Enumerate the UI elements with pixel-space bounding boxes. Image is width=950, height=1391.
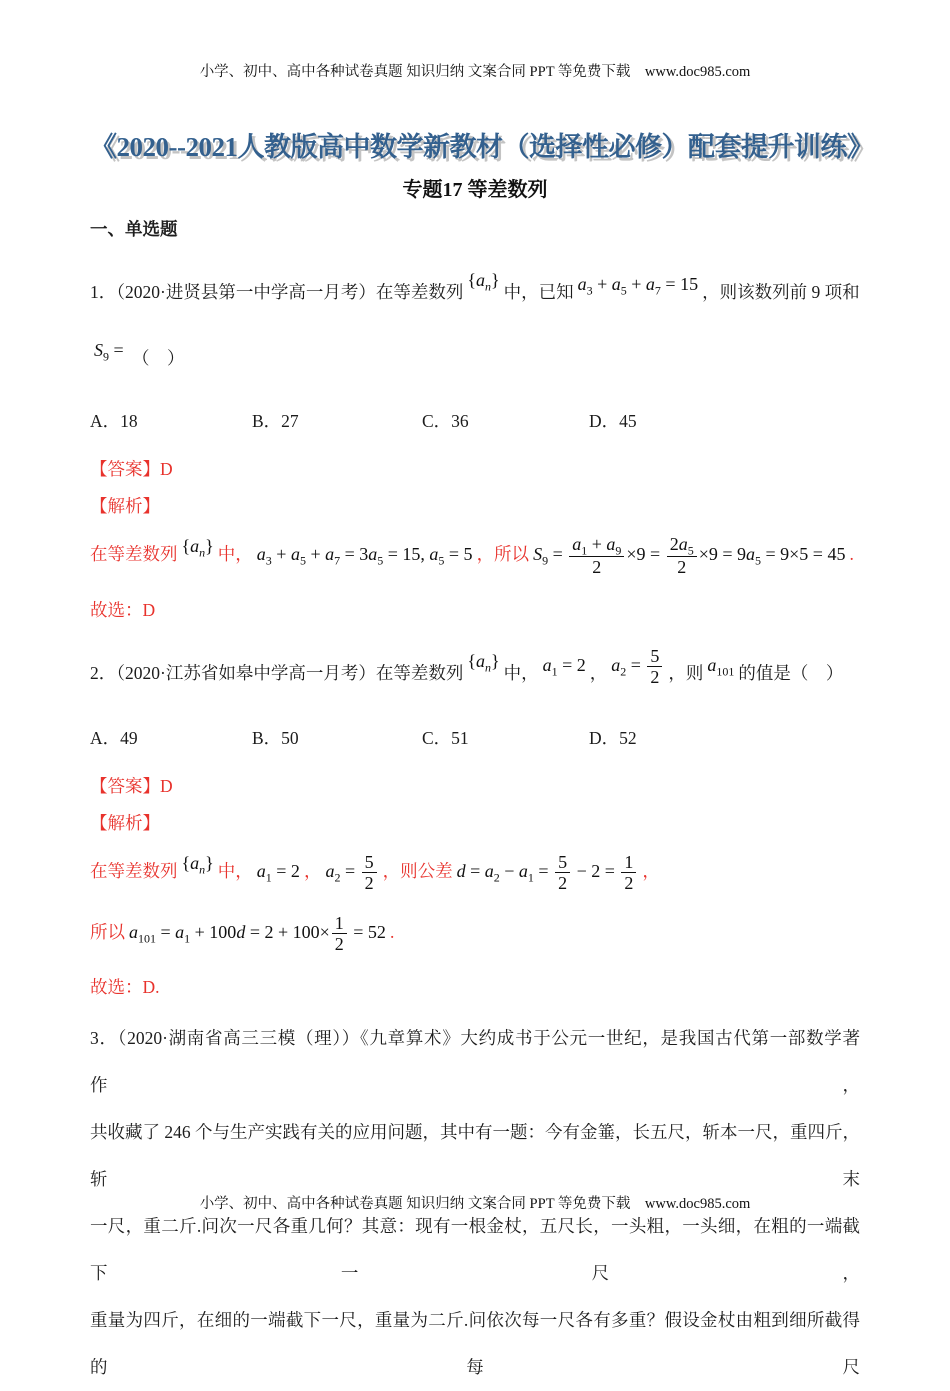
q1-expl-math-eq2: $S_9$ = $\frac{a_1 + a_9}{2}$ ×9 = $\frac{2a_5}{2}$ $\times 9 = 9a_5 = 9\times 5 = 45$ (533, 533, 846, 578)
q3-line-3: 一尺，重二斤.问次一尺各重几何？其意：现有一根金杖，五尺长，一头粗，一头细，在粗的一端截下一尺， (90, 1215, 860, 1283)
q1-answer-line: 【答案】D (90, 458, 173, 479)
q1-expl-math-eq1: $a_3 + a_5 + a_7 = 3a_5 = 15$, $a_5 = 5$ (256, 543, 473, 568)
q1-paren-blank: （ ） (132, 347, 185, 368)
page-footer-text: 小学、初中、高中各种试卷真题 知识归纳 文案合同 PPT 等免费下载 www.doc985.com (199, 1196, 751, 1212)
q2-option-a: A．49 (90, 727, 138, 748)
question-1-stem (90, 257, 860, 315)
q1-math-s9: $S_9$ = (94, 339, 124, 364)
q1-final-choice: 故选：D (90, 599, 156, 620)
q2-expl-text-5: ， (642, 860, 660, 881)
q3-line-1: 3．（2020·湖南省高三三模（理））《九章算术》大约成书于公元一世纪，是我国古代第一部数学著作， (90, 1027, 860, 1095)
q2-expl-math-d: $d = a_2 - a_1$ = $\frac{5}{2}$ − 2 = $\frac{1}{2}$ (457, 861, 639, 881)
q1-option-d: D．45 (589, 410, 637, 431)
q1-expl-text-1: 在等差数列 (90, 543, 178, 564)
q2-expl-math-a2: $a_2$ = $\frac{5}{2}$ (325, 861, 378, 881)
q1-expl-text-2: 中， (217, 543, 253, 564)
q1-math-given: $a_3 + a_5 + a_7 = 15$ (577, 273, 699, 298)
q1-stem-text-3: ，则该数列前 9 项和 (702, 281, 860, 302)
q2-final-choice: 故选：D. (90, 976, 160, 997)
page-header-text: 小学、初中、高中各种试卷真题 知识归纳 文案合同 PPT 等免费下载 www.doc985.com (199, 64, 751, 80)
q2-stem-text-2: 中， (503, 662, 539, 683)
doc-title: 《2020--2021人教版高中数学新教材（选择性必修）配套提升训练》 (90, 132, 874, 162)
q2-expl-text-7: . (389, 921, 395, 942)
q2-expl-text-4: ，则公差 (382, 860, 453, 881)
q2-explanation-line-2 (90, 912, 860, 955)
q2-answer-line: 【答案】D (90, 775, 173, 796)
question-2-stem (90, 638, 860, 696)
doc-subtitle: 专题17 等差数列 (402, 178, 548, 201)
question-1-s9-line (90, 329, 860, 379)
q2-expl-text-6: 所以 (90, 921, 125, 942)
q1-expl-text-4: . (849, 543, 854, 564)
q1-explanation (90, 526, 860, 578)
q1-option-c: C．36 (422, 410, 469, 431)
q2-stem-text-4: ，则 (668, 662, 704, 683)
q3-line-2: 共收藏了 246 个与生产实践有关的应用问题，其中有一题：今有金箠，长五尺，斩本一尺，重四斤，斩末 (90, 1121, 860, 1189)
q2-option-d: D．52 (589, 727, 637, 748)
q1-math-sequence: $\{a_n\}$ (467, 269, 500, 294)
q2-stem-text-1: 2．（2020·江苏省如皋中学高一月考）在等差数列 (90, 662, 464, 683)
q2-expl-text-3: ， (303, 860, 322, 881)
q2-stem-text-3: ， (589, 662, 608, 683)
q1-analysis-label: 【解析】 (90, 495, 160, 516)
q2-math-sequence: $\{a_n\}$ (467, 650, 500, 675)
q1-expl-math-sequence: $\{a_n\}$ (181, 535, 214, 560)
question-2-options-row (90, 726, 860, 750)
q2-expl-text-1: 在等差数列 (90, 860, 178, 881)
q1-stem-text-2: 中，已知 (503, 281, 574, 302)
q2-explanation-line-1 (90, 843, 860, 894)
q2-expl-math-a101: $a_{101} = a_1 + 100d = 2 + 100\times$ $\frac{1}{2}$ = 52 (129, 912, 386, 955)
q2-stem-text-5: 的值是（ ） (738, 662, 844, 683)
section-heading-single-choice: 一、单选题 (90, 218, 178, 239)
q2-expl-text-2: 中， (217, 860, 253, 881)
question-1-options-row (90, 409, 860, 433)
q1-stem-text-1: 1．（2020·进贤县第一中学高一月考）在等差数列 (90, 281, 464, 302)
q2-math-a1: $a_1 = 2$ (542, 654, 586, 679)
q1-option-a: A．18 (90, 410, 138, 431)
q1-expl-text-3: ，所以 (476, 543, 530, 564)
q2-option-b: B．50 (252, 727, 299, 748)
q2-expl-math-a1: $a_1 = 2$ (256, 860, 300, 885)
q2-math-a2: $a_2$ = $\frac{5}{2}$ (611, 655, 664, 675)
q1-option-b: B．27 (252, 410, 299, 431)
q2-option-c: C．51 (422, 727, 469, 748)
q3-line-4: 重量为四斤，在细的一端截下一尺，重量为二斤.问依次每一尺各有多重？假设金杖由粗到细所截得的每尺 (90, 1309, 860, 1377)
q2-math-a101: $a_{101}$ (707, 654, 735, 679)
q2-analysis-label: 【解析】 (90, 812, 160, 833)
q2-expl-math-sequence: $\{a_n\}$ (181, 852, 214, 877)
